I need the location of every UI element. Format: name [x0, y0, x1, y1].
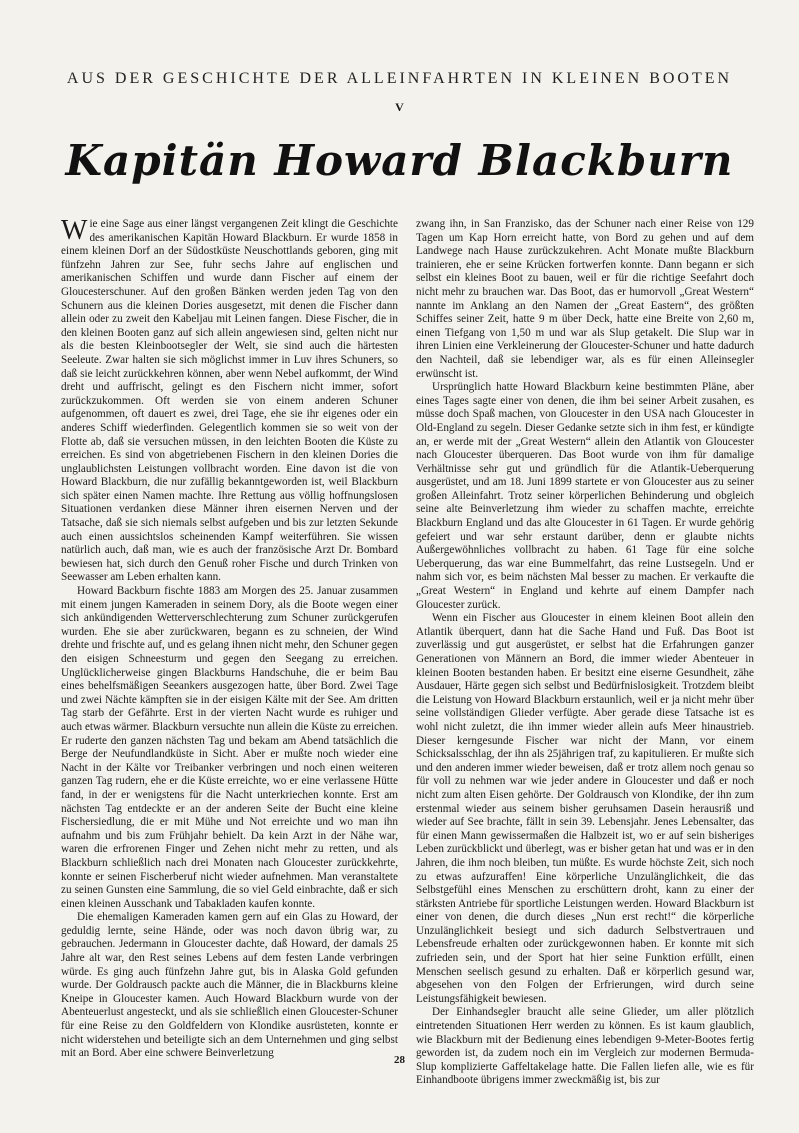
part-number: V — [395, 100, 404, 114]
page-number: 28 — [394, 1054, 405, 1066]
series-title: AUS DER GESCHICHTE DER ALLEINFAHRTEN IN KLEINEN BOOTEN — [66, 70, 733, 87]
paragraph: Der Einhandsegler braucht alle seine Glieder, um aller plötzlich eintretenden Situationen Herr werden zu können. Es ist kaum glaublich, wie Blackburn mit der Bedienung eines lebendigen 9-Meter-Bootes fertig geworden ist, da zudem noch ein im Vergleich zur modernen Bermuda-Slup komplizierte Gaffeltakelage hatte. Die Fallen liefen alle, wie es für Einhandboote übrigens immer zweckmäßig ist, bis zur — [416, 1006, 754, 1087]
paragraph-text: ie eine Sage aus einer längst vergangenen Zeit klingt die Geschichte des amerikanischen Kapitän Howard Blackburn. Er wurde 1858 in einem kleinen Dorf an der Südostküste Neuschottlands geboren, ging mit fünfzehn Jahren zur See, fuhr sechs Jahre auf englischen und amerikanischen Schiffen und wurde dann Fischer auf einem der Gloucesterschuner. Auf den großen Bänken werden jeden Tag von den Schunern aus die kleinen Dories ausgesetzt, mit denen die Fischer dann allein oder zu zweit den Kabeljau mit Leinen fangen. Diese Fischer, die in den kleinen Booten ganz auf sich allein angewiesen sind, gelten nicht nur als die besten Kleinbootsegler der Welt, sie sind auch die härtesten Seeleute. Zwar halten sie sich möglichst immer in Luv ihres Schuners, so daß sie leicht zurückkehren können, aber wenn Nebel aufkommt, der Wind dreht und auffrischt, gelingt es den Fischern nicht immer, sofort zurückzukommen. Oft werden sie von einem anderen Schuner aufgenommen, oft dauert es zwei, drei Tage, ehe sie ihr eigenes oder ein anderes Schiff wiederfinden. Gelegentlich kommen sie so weit von der Flotte ab, daß sie versuchen müssen, in den leichten Booten die Küste zu erreichen. Es sind von abgetriebenen Fischern in den kleinen Dories die unglaublichsten Leistungen vollbracht worden. Eine davon ist die von Howard Blackburn, die nur zufällig bekanntgeworden ist, weil Blackburn sich später einen Namen machte. Ihre Rettung aus völlig hoffnungslosen Situationen verdanken diese Männer ihren eisernen Nerven und der Tatsache, daß sie sich niemals selbst aufgeben und bis zur letzten Sekunde auch einen aussichtslos scheinenden Kampf weiterführen. Sie wissen natürlich auch, daß man, wie es auch der französische Arzt Dr. Bombard bewiesen hat, sich durch den Genuß roher Fische und durch Trinken von Seewasser am Leben erhalten kann. — [61, 218, 398, 584]
paragraph: Die ehemaligen Kameraden kamen gern auf ein Glas zu Howard, der geduldig lernte, seine Hände, oder was noch davon übrig war, zu gebrauchen. Jedermann in Gloucester dachte, daß Howard, der damals 25 Jahre alt war, den Rest seines Lebens auf dem festen Lande verbringen würde. Es ging auch fünfzehn Jahre gut, bis in Alaska Gold gefunden wurde. Der Goldrausch packte auch die Männer, die in Blackburns kleine Kneipe in Gloucester kamen. Auch Howard Blackburn wurde von der Abenteuerlust angesteckt, und als sie schließlich einen Gloucester-Schuner für eine Reise zu den Goldfeldern von Klondike ausrüsteten, konnte er nicht widerstehen und beteiligte sich an dem Unternehmen und ging selbst mit an Bord. Aber eine schwere Beinverletzung — [61, 911, 398, 1060]
left-column — [61, 215, 398, 1061]
drop-cap: W — [61, 215, 88, 246]
paragraph: zwang ihn, in San Franzisko, das der Schuner nach einer Reise von 129 Tagen um Kap Horn erreicht hatte, von Bord zu gehen und auf dem Landwege nach Hause zurückzukehren. Acht Monate mußte Blackburn trainieren, ehe er seine Krücken fortwerfen konnte. Dann begann er sich selbst ein kleines Boot zu bauen, weil er für die richtige Seefahrt doch nicht mehr zu brauchen war. Das Boot, das er humorvoll „Great Western“ nannte im Anklang an den Namen der „Great Eastern“, des größten Schiffes seiner Zeit, hatte 9 m über Deck, hatte eine Breite von 2,60 m, einen Tiefgang von 1,50 m und war als Slup getakelt. Die Slup war in ihren Linien eine Verkleinerung der Gloucester-Schuner und hatte dadurch den Nachteil, daß sie lebendiger war, als es für einen Alleinsegler erwünscht ist. — [416, 218, 754, 380]
paragraph: Howard Backburn fischte 1883 am Morgen des 25. Januar zusammen mit einem jungen Kameraden in seinem Dory, als die Boote wegen einer sich ankündigenden Wetterverschlechterung zum Schuner zurückgerufen wurden. Ehe sie aber zurückwaren, begann es zu schneien, der Wind drehte und frischte auf, und es gelang ihnen nicht mehr, den Schuner gegen den eisigen Schneesturm und gegen den Seegang zu erreichen. Unglücklicherweise gingen Blackburns Handschuhe, die er beim Bau eines behelfsmäßigen Seeankers ausgezogen hatte, über Bord. Zwei Tage und zwei Nächte kämpften sie in der eisigen Kälte mit der See. Am dritten Tag starb der Gefährte. Erst in der vierten Nacht wurde es ruhiger und auch etwas wärmer. Blackburn versuchte nun allein die Küste zu erreichen. Er ruderte den ganzen nächsten Tag und bekam am Abend tatsächlich die Berge der Neufundlandküste in Sicht. Aber er mußte noch wieder eine Nacht in der Kälte vor Treibanker verbringen und noch einen weiteren ganzen Tag rudern, ehe er die Küste erreichte, wo er eine verlassene Hütte fand, in der er wenigstens für die Nacht unterkriechen konnte. Erst am nächsten Tag entdeckte er an der anderen Seite der Bucht eine kleine Fischersiedlung, die er mit Mühe und Not erreichte und wo man ihn aufnahm und bis zum Frühjahr behielt. Da kein Arzt in der Nähe war, waren die erfrorenen Finger und Zehen nicht mehr zu retten, und als Blackburn schließlich nach drei Monaten nach Gloucester zurückkehrte, konnte er seinen Fischerberuf nicht wieder aufnehmen. Man veranstaltete zu seinen Gunsten eine Sammlung, die so viel Geld einbrachte, daß er sich einen kleinen Ausschank und Tabakladen kaufen konnte. — [61, 585, 398, 910]
paragraph: Ursprünglich hatte Howard Blackburn keine bestimmten Pläne, aber eines Tages sagte einer von denen, die ihm bei seiner Arbeit zusahen, es müsse doch Spaß machen, von Gloucester in den USA nach Gloucester in Old-England zu segeln. Dieser Gedanke setzte sich in ihm fest, er kündigte an, er werde mit der „Great Western“ allein den Atlantik von Gloucester nach Gloucester überqueren. Das Boot wurde von ihm für damalige Verhältnisse sehr gut und gründlich für die Atlantik-Ueberquerung ausgerüstet, und am 18. Juni 1899 startete er von Gloucester aus zu seiner großen Alleinfahrt. Trotz seiner körperlichen Behinderung und obgleich seine alte Beinverletzung ihm wieder zu schaffen machte, erreichte Blackburn England und das alte Gloucester in 61 Tagen. Er wurde gehörig gefeiert und war sehr erstaunt darüber, denn er glaubte nichts Außergewöhnliches vollbracht zu haben. 61 Tage für eine solche Ueberquerung, das war eine Bummelfahrt, das reine Lustsegeln. Und er nahm sich vor, es beim nächsten Mal besser zu machen. Er verkaufte die „Great Western“ in England und kehrte auf einem Dampfer nach Gloucester zurück. — [416, 381, 754, 611]
right-column — [416, 218, 754, 1088]
paragraph: Wenn ein Fischer aus Gloucester in einem kleinen Boot allein den Atlantik überquert, dann hat die Sache Hand und Fuß. Das Boot ist zuverlässig und gut ausgerüstet, er selbst hat die Erfahrungen ganzer Generationen von Männern an Bord, die immer wieder Abenteuer in kleinen Booten bestanden haben. Er besitzt eine eiserne Gesundheit, zähe Ausdauer, Härte gegen sich selbst und Bedürfnislosigkeit. Trotzdem bleibt die Leistung von Howard Blackburn erstaunlich, weil er ja nicht mehr über seine vollständigen Glieder verfügte. Aber gerade diese Tatsache ist es wohl nicht zuletzt, die ihn immer wieder allein aufs Meer hinaustrieb. Dieser kerngesunde Fischer war nicht der Mann, vor einem Schicksalsschlag, der ihn als 25jährigen traf, zu kapitulieren. Er mußte sich und den anderen immer wieder beweisen, daß er trotz allem noch genau so für voll zu nehmen war wie jeder andere in Gloucester und daß er noch nicht zum alten Eisen gehörte. Der Goldrausch von Klondike, der ihn zum erstenmal wieder aus seinem bisher geruhsamen Dasein herausriß und wieder auf See brachte, fällt in sein 39. Lebensjahr. Jenes Lebensalter, das für einen Mann gewissermaßen die Halbzeit ist, wo er auf sein bisheriges Leben zurückblickt und überlegt, was er bisher getan hat und was er in den Jahren, die ihm noch bleiben, tun müßte. Es wurde höchste Zeit, sich noch zu etwas aufzuraffen! Eine körperliche Unzulänglichkeit, die das Selbstgefühl eines Menschen zu erschüttern droht, kann zu einer der stärksten Antriebe für sportliche Leistungen werden. Howard Blackburn ist einer von denen, die durch dieses „Nun erst recht!“ die körperliche Unzulänglichkeit besiegt und sich dadurch Selbstvertrauen und Lebensfreude erhalten oder zurückgewonnen haben. Er konnte mit sich zufrieden sein, und der Sport hat hier seine Funktion erfüllt, einen Menschen seelisch gesund zu erhalten. Daß er körperlich gesund war, abgesehen von den Folgen der Erfrierungen, wird durch seine Leistungsfähigkeit bewiesen. — [416, 612, 754, 1005]
article-title: Kapitän Howard Blackburn — [65, 136, 734, 185]
paragraph — [61, 215, 398, 585]
